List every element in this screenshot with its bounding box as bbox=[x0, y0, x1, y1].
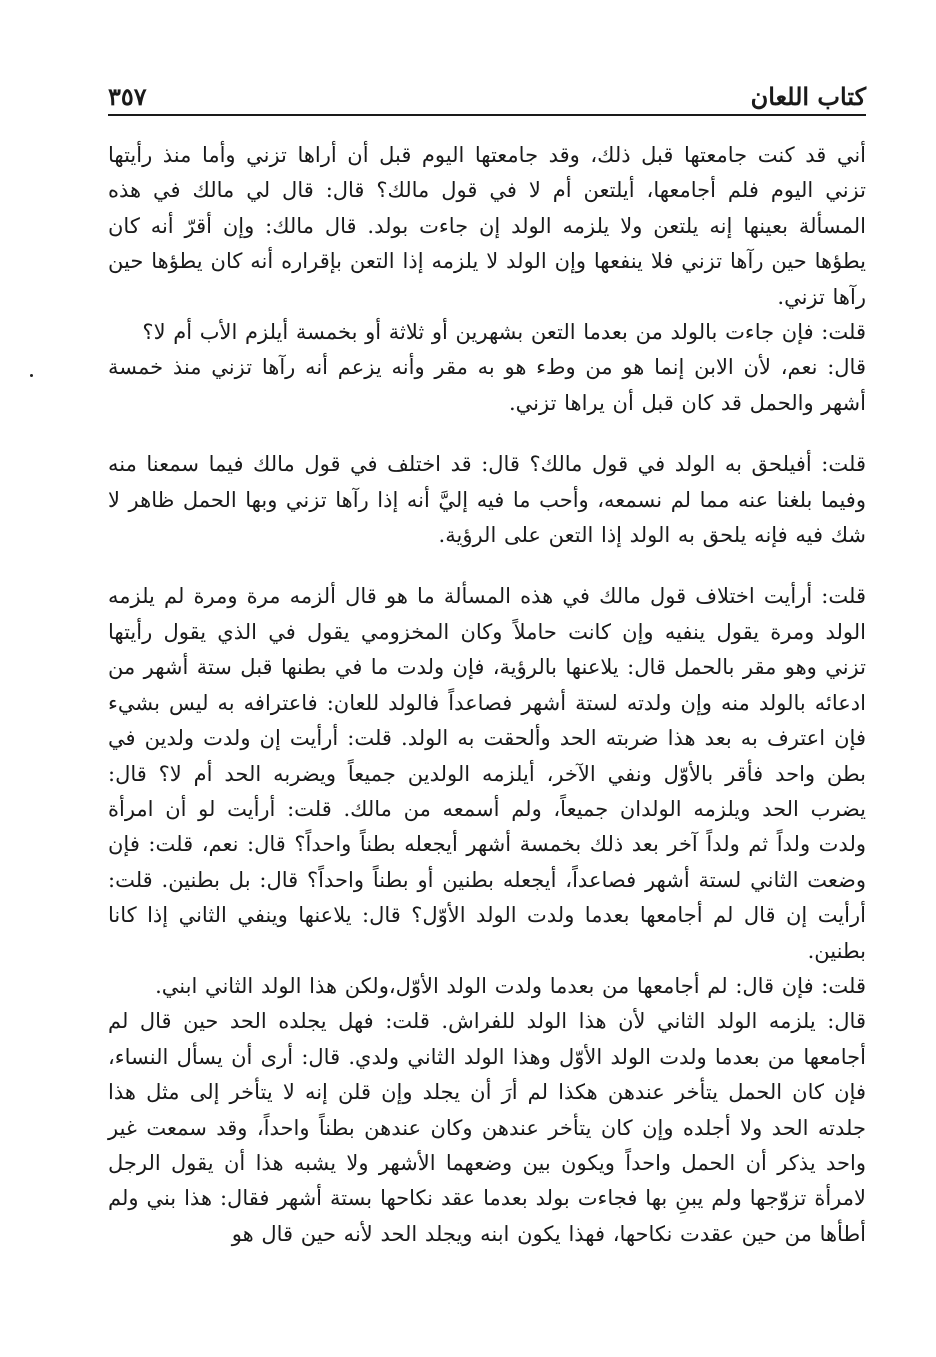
main-text bbox=[108, 138, 866, 1252]
running-head-title: كتاب اللعان bbox=[750, 82, 866, 111]
paragraph-6: قلت: فإن قال: لم أجامعها من بعدما ولدت الولد الأوّل،ولكن هذا الولد الثاني ابني. bbox=[155, 973, 866, 998]
paragraph-2: قلت: فإن جاءت بالولد من بعدما التعن بشهرين أو ثلاثة أو بخمسة أيلزم الأب أم لا؟ bbox=[142, 320, 866, 345]
paragraph-5: قلت: أرأيت اختلاف قول مالك في هذه المسألة ما هو قال ألزمه مرة ومرة لم يلزمه الولد ومرة يقول ينفيه وإن كانت حاملاً وكان المخزومي يقول في الذي يقول رأيتها تزني وهو مقر بالحمل قال: يلاعنها بالرؤية، فإن ولدت ما في بطنها قبل ستة أشهر من ادعائه بالولد منه وإن ولدته لستة أشهر فصاعداً فالولد للعان: فاعترافه به ليس بشيء فإن اعترف به بعد هذا ضربته الحد وألحقت به الولد. قلت: أرأيت إن ولدت ولدين في بطن واحد فأقر بالأوّل ونفي الآخر، أيلزمه الولدين جميعاً ويضربه الحد أم لا؟ قال: يضرب الحد ويلزمه الولدان جميعاً، ولم أسمعه من مالك. قلت: أرأيت لو أن امرأة ولدت ولداً ثم ولداً آخر بعد ذلك بخمسة أشهر أيجعله بطناً واحداً؟ قال: نعم، قلت: فإن وضعت الثاني لستة أشهر فصاعداً، أيجعله بطنين أو بطناً واحداً؟ قال: بل بطنين. قلت: أرأيت إن قال لم أجامعها بعدما ولدت الولد الأوّل؟ قال: يلاعنها وينفي الثاني إذا كانا بطنين. bbox=[108, 584, 866, 963]
paragraph-4: قلت: أفيلحق به الولد في قول مالك؟ قال: قد اختلف في قول مالك فيما سمعنا منه وفيما بلغنا عنه مما لم نسمعه، وأحب ما فيه إليَّ أنه إذا رآها تزني وبها الحمل ظاهر لا شك فيه فإنه يلحق به الولد إذا التعن على الرؤية. bbox=[108, 452, 866, 548]
page-header bbox=[108, 72, 866, 112]
paragraph-1: أني قد كنت جامعتها قبل ذلك، وقد جامعتها اليوم قبل أن أراها تزني وأما منذ رأيتها تزني اليوم فلم أجامعها، أيلتعن أم لا في قول مالك؟ قال: قال لي مالك في هذه المسألة بعينها إنه يلتعن ولا يلزمه الولد إن جاءت بولد. قال مالك: وإن أقرّ أنه كان يطؤها حين رآها تزني فلا ينفعها وإن الولد لا يلزمه إذا التعن بإقراره أنه كان يطؤها حين رآها تزني. bbox=[108, 143, 866, 309]
paragraph-7: قال: يلزمه الولد الثاني لأن هذا الولد للفراش. قلت: فهل يجلده الحد حين قال لم أجامعها من بعدما ولدت الولد الأوّل وهذا الولد الثاني ولدي. قال: أرى أن يسأل النساء، فإن كان الحمل يتأخر عندهن هكذا لم أرَ أن يجلد وإن قلن إنه لا يتأخر إلى مثل هذا جلدته الحد ولا أجلده وإن كان يتأخر عندهن وكان عندهن بطناً واحداً، وقد سمعت غير واحد يذكر أن الحمل واحداً ويكون بين وضعهما الأشهر ولا يشبه هذا أن يقول الرجل لامرأة تزوّجها ولم يبنِ بها فجاءت بولد بعدما عقد نكاحها بستة أشهر فقال: هذا بني ولم أطأها من حين عقدت نكاحها، فهذا يكون ابنه ويجلد الحد لأنه حين قال هو bbox=[108, 1009, 866, 1246]
header-divider bbox=[108, 114, 866, 116]
paragraph-3: قال: نعم، لأن الابن إنما هو من وطء هو به مقر وأنه يزعم أنه رآها تزني منذ خمسة أشهر والحمل قد كان قبل أن يراها تزني. bbox=[108, 355, 866, 415]
scan-speck bbox=[30, 374, 33, 377]
page-number: ٣٥٧ bbox=[108, 82, 147, 111]
